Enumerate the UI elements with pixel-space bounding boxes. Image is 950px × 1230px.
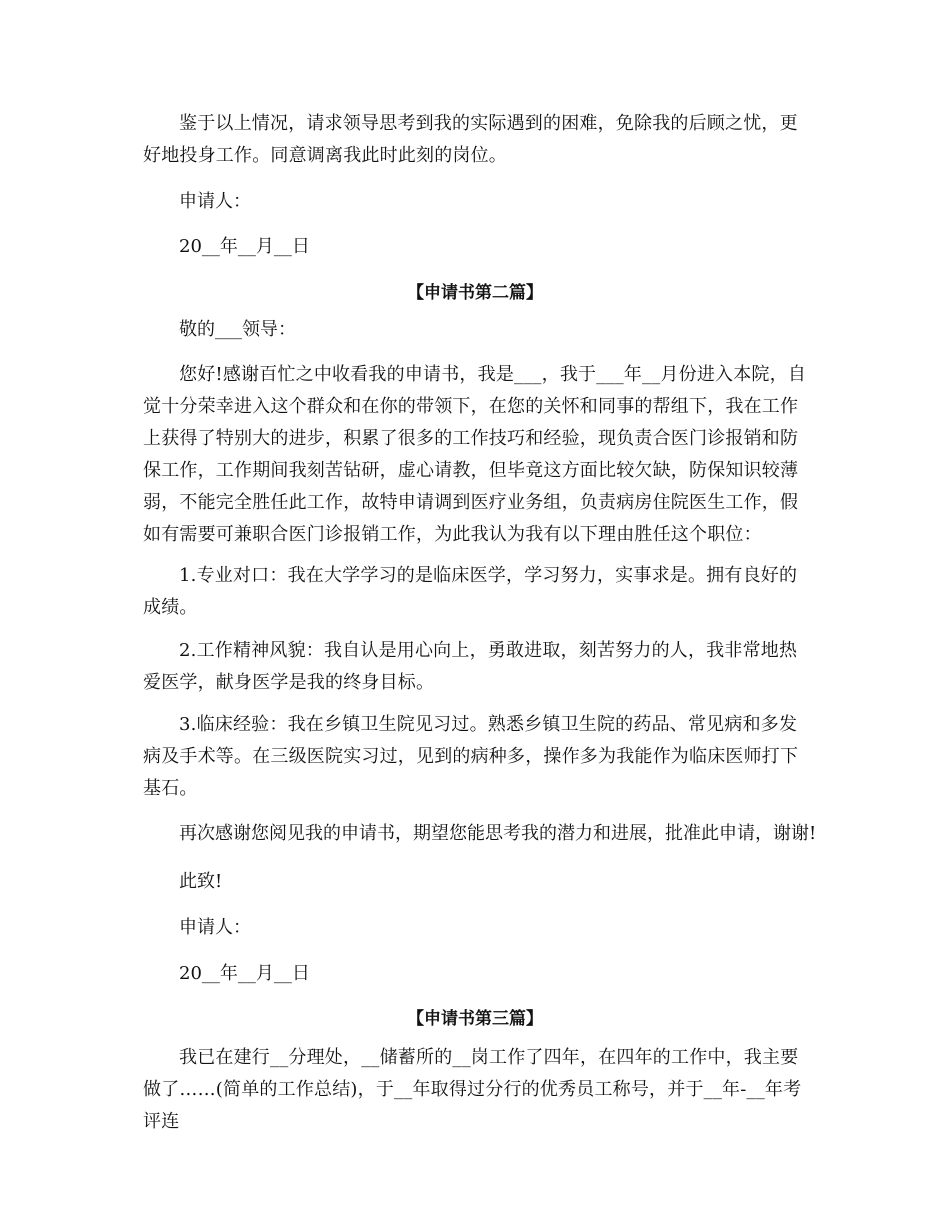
salutation: 敬的___领导： xyxy=(179,319,296,340)
list-item-2: 2.工作精神风貌：我自认是用心向上，勇敢进取，刻苦努力的人，我非常地热爱医学，献身医学是我的终身目标。 xyxy=(143,640,798,693)
list-item-1: 1.专业对口：我在大学学习的是临床医学，学习努力，实事求是。拥有良好的成绩。 xyxy=(143,565,798,618)
thanks-paragraph: 再次感谢您阅见我的申请书，期望您能思考我的潜力和进展，批准此申请，谢谢! xyxy=(179,823,817,844)
paragraph-request-closing: 鉴于以上情况，请求领导思考到我的实际遇到的困难，免除我的后顾之忧，更好地投身工作。同意调离我此时此刻的岗位。 xyxy=(143,113,798,166)
closing-line: 此致! xyxy=(179,871,223,892)
date-line: 20__年__月__日 xyxy=(179,963,310,984)
list-item-3: 3.临床经验：我在乡镇卫生院见习过。熟悉乡镇卫生院的药品、常见病和多发病及手术等。在三级医院实习过，见到的病种多，操作多为我能作为临床医师打下基石。 xyxy=(143,714,799,799)
paragraph-body-2: 您好!感谢百忙之中收看我的申请书，我是___，我于___年__月份进入本院，自觉十分荣幸进入这个群众和在你的带领下，在您的关怀和同事的帮组下，我在工作上获得了特别大的进步，积累了很多的工作技巧和经验，现负责合医门诊报销和防保工作，工作期间我刻苦钻研，虚心请教，但毕竟这方面比较欠缺，防保知识较薄弱，不能完全胜任此工作，故特申请调到医疗业务组，负责病房住院医生工作，假如有需要可兼职合医门诊报销工作，为此我认为我有以下理由胜任这个职位： xyxy=(143,364,807,545)
applicant-label: 申请人： xyxy=(179,917,251,938)
paragraph-body-3: 我已在建行__分理处，__储蓄所的__岗工作了四年，在四年的工作中，我主要做了……(简单的工作总结)，于__年取得过分行的优秀员工称号，并于__年-__年考评连 xyxy=(143,1047,802,1132)
section-heading-3: 【申请书第三篇】 xyxy=(407,1009,543,1029)
applicant-label: 申请人： xyxy=(179,191,251,212)
date-line: 20__年__月__日 xyxy=(179,236,310,257)
section-heading-2: 【申请书第二篇】 xyxy=(407,283,543,303)
